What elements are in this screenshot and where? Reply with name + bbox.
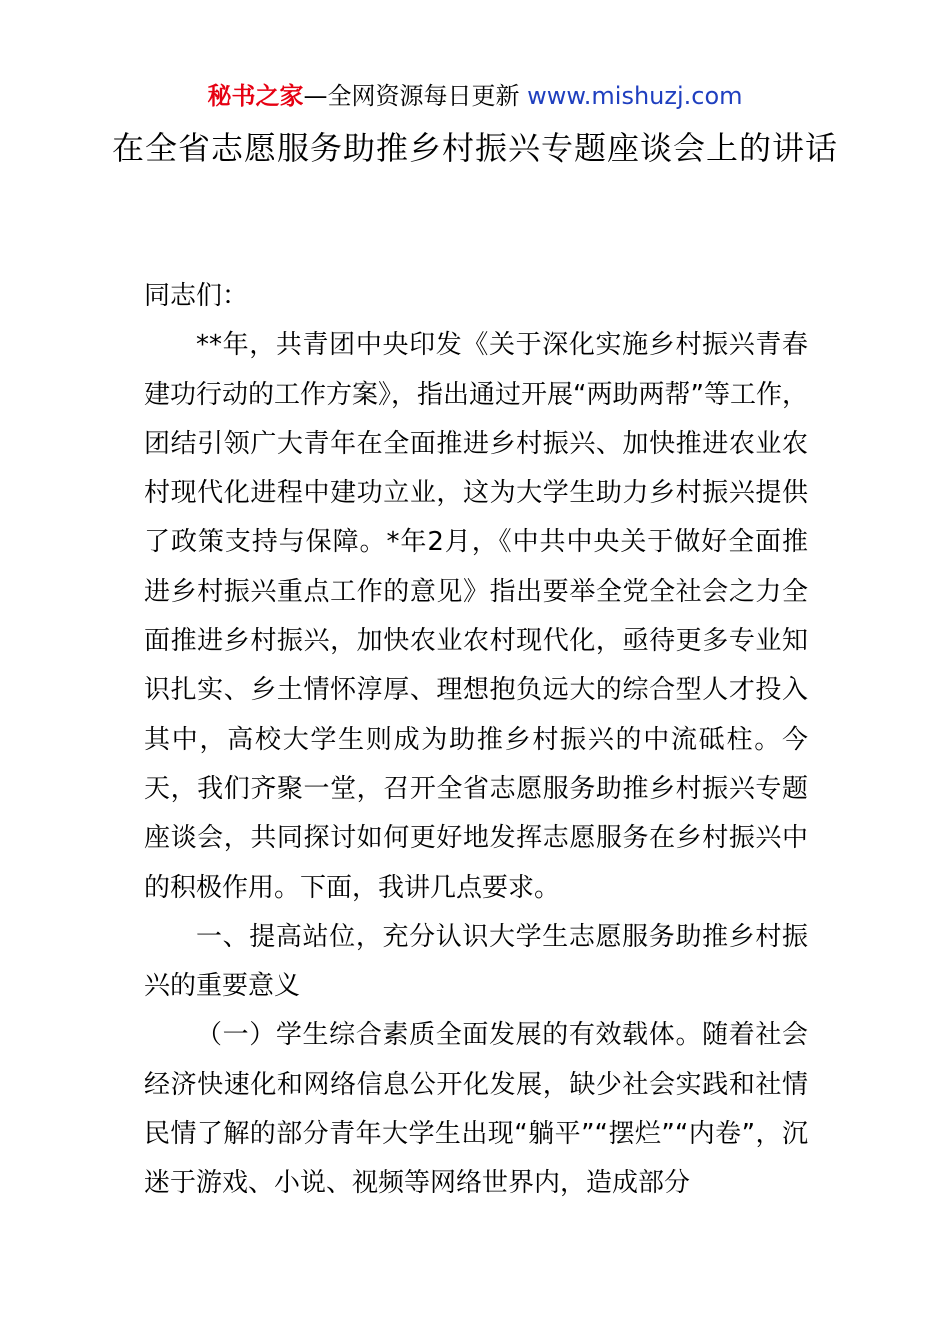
site-brand: 秘书之家	[207, 82, 304, 110]
section-heading: 一、提高站位，充分认识大学生志愿服务助推乡村振兴的重要意义	[144, 921, 808, 1002]
document-title: 在全省志愿服务助推乡村振兴专题座谈会上的讲话	[111, 129, 838, 167]
site-tagline: —全网资源每日更新	[303, 82, 520, 110]
site-header	[0, 80, 950, 112]
salutation: 同志们：	[144, 281, 249, 311]
paragraph: （一）学生综合素质全面发展的有效载体。随着社会经济快速化和网络信息公开化发展，缺少社会实践和社情民情了解的部分青年大学生出现“躺平”“摆烂”“内卷”，沉迷于游戏、小说、视频等网络世界内，造成部分	[144, 1020, 808, 1199]
paragraph: **年，共青团中央印发《关于深化实施乡村振兴青春建功行动的工作方案》，指出通过开展“两助两帮”等工作，团结引领广大青年在全面推进乡村振兴、加快推进农业农村现代化进程中建功立业，这为大学生助力乡村振兴提供了政策支持与保障。*年2月，《中共中央关于做好全面推进乡村振兴重点工作的意见》指出要举全党全社会之力全面推进乡村振兴，加快农业农村现代化，亟待更多专业知识扎实、乡土情怀淳厚、理想抱负远大的综合型人才投入其中，高校大学生则成为助推乡村振兴的中流砥柱。今天，我们齐聚一堂，召开全省志愿服务助推乡村振兴专题座谈会，共同探讨如何更好地发挥志愿服务在乡村振兴中的积极作用。下面，我讲几点要求。	[144, 330, 808, 903]
document-body	[144, 272, 808, 1209]
site-url-link[interactable]: www.mishuzj.com	[527, 82, 743, 110]
